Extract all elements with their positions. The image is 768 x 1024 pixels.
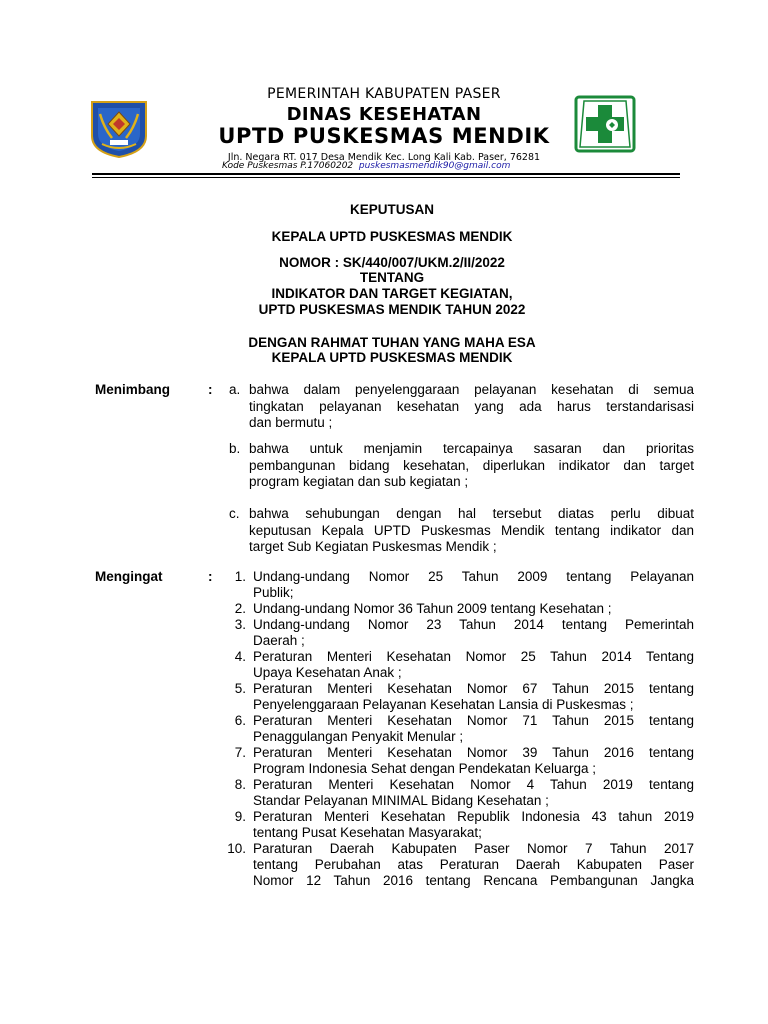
list-number: 9. bbox=[234, 809, 246, 824]
text-line: program kegiatan dan sub kegiatan ; bbox=[249, 474, 469, 489]
list-number: 8. bbox=[234, 777, 246, 792]
text-line: Penaggulangan Penyakit Menular ; bbox=[253, 729, 464, 744]
mengingat-item-8 bbox=[253, 777, 694, 809]
mengingat-colon: : bbox=[208, 569, 213, 584]
mengingat-item-2 bbox=[253, 601, 694, 617]
text-line: Daerah ; bbox=[253, 633, 305, 648]
document-type: KEPUTUSAN bbox=[349, 202, 434, 217]
list-number: 4. bbox=[234, 649, 246, 664]
menimbang-marker-a: a. bbox=[229, 382, 241, 397]
menimbang-marker-b: b. bbox=[229, 441, 241, 456]
puskesmas-code: Kode Puskesmas P.17060202 bbox=[222, 161, 354, 171]
document-number: NOMOR : SK/440/007/UKM.2/II/2022 bbox=[279, 255, 505, 270]
text-line: Undang-undang Nomor 23 Tahun 2014 tentang Pemerintah bbox=[253, 617, 694, 632]
mengingat-item-7 bbox=[253, 745, 694, 777]
text-line: pembangunan bidang kesehatan, diperlukan indikator dan target bbox=[249, 457, 694, 473]
list-number: 2. bbox=[234, 601, 246, 616]
document-subject-line2: UPTD PUSKESMAS MENDIK TAHUN 2022 bbox=[258, 302, 526, 317]
text-line: Paraturan Daerah Kabupaten Paser Nomor 7 Tahun 2017 bbox=[253, 841, 694, 856]
document-issuer: KEPALA UPTD PUSKESMAS MENDIK bbox=[271, 229, 513, 244]
letterhead-contact bbox=[222, 161, 510, 171]
text-line: Program Indonesia Sehat dengan Pendekatan Keluarga ; bbox=[253, 761, 596, 776]
text-line: Peraturan Menteri Kesehatan Nomor 25 Tahun 2014 Tentang bbox=[253, 649, 694, 664]
mengingat-item-9 bbox=[253, 809, 694, 841]
text-line: Peraturan Menteri Kesehatan Nomor 39 Tahun 2016 tentang bbox=[253, 745, 694, 760]
text-line: Peraturan Menteri Kesehatan Nomor 71 Tahun 2015 tentang bbox=[253, 713, 694, 728]
document-subject-line1: INDIKATOR DAN TARGET KEGIATAN, bbox=[271, 286, 513, 301]
text-line: Peraturan Menteri Kesehatan Nomor 4 Tahun 2019 tentang bbox=[253, 777, 694, 792]
list-number: 7. bbox=[234, 745, 246, 760]
document-about: TENTANG bbox=[359, 270, 425, 285]
blessing-line2: KEPALA UPTD PUSKESMAS MENDIK bbox=[271, 350, 513, 365]
mengingat-item-4 bbox=[253, 649, 694, 681]
blessing-line1: DENGAN RAHMAT TUHAN YANG MAHA ESA bbox=[248, 335, 536, 350]
list-number: 3. bbox=[234, 617, 246, 632]
text-line: Publik; bbox=[253, 585, 294, 600]
text-line: Peraturan Menteri Kesehatan Republik Indonesia 43 tahun 2019 bbox=[253, 809, 694, 824]
text-line: tentang Pusat Kesehatan Masyarakat; bbox=[253, 825, 482, 840]
text-line: dan bermutu ; bbox=[249, 415, 333, 430]
text-line: target Sub Kegiatan Puskesmas Mendik ; bbox=[249, 539, 497, 554]
mengingat-item-5 bbox=[253, 681, 694, 713]
mengingat-item-1 bbox=[253, 569, 694, 601]
letterhead-agency: DINAS KESEHATAN bbox=[286, 104, 482, 125]
text-line: Nomor 12 Tahun 2016 tentang Rencana Pembangunan Jangka bbox=[253, 873, 694, 888]
mengingat-item-6 bbox=[253, 713, 694, 745]
text-line: Penyelenggaraan Pelayanan Kesehatan Lansia di Puskesmas ; bbox=[253, 697, 634, 712]
letterhead-institution: UPTD PUSKESMAS MENDIK bbox=[218, 124, 550, 148]
letterhead-rule-thick bbox=[92, 173, 680, 175]
menimbang-label: Menimbang bbox=[95, 382, 171, 397]
text-line: Undang-undang Nomor 25 Tahun 2009 tentang Pelayanan bbox=[253, 569, 694, 584]
letterhead-rule-thin bbox=[92, 177, 680, 178]
text-line: bahwa sehubungan dengan hal tersebut diatas perlu dibuat bbox=[249, 506, 694, 521]
text-line: tentang Perubahan atas Peraturan Daerah Kabupaten Paser bbox=[253, 857, 694, 872]
menimbang-marker-c: c. bbox=[229, 506, 240, 521]
list-number: 1. bbox=[234, 569, 246, 584]
menimbang-item-a bbox=[249, 382, 694, 432]
text-line: bahwa dalam penyelenggaraan pelayanan kesehatan di semua bbox=[249, 382, 694, 397]
text-line: tingkatan pelayanan kesehatan yang ada harus terstandarisasi bbox=[249, 398, 694, 414]
text-line: bahwa untuk menjamin tercapainya sasaran dan prioritas bbox=[249, 441, 694, 456]
mengingat-item-3 bbox=[253, 617, 694, 649]
menimbang-item-c bbox=[249, 506, 694, 556]
letterhead-address: Jln. Negara RT. 017 Desa Mendik Kec. Long Kali Kab. Paser, 76281 bbox=[227, 152, 541, 163]
text-line: Undang-undang Nomor 36 Tahun 2009 tentang Kesehatan ; bbox=[253, 601, 612, 616]
menimbang-item-b bbox=[249, 441, 694, 491]
list-number: 6. bbox=[234, 713, 246, 728]
email-address: puskesmasmendik90@gmail.com bbox=[358, 161, 511, 171]
text-line: Upaya Kesehatan Anak ; bbox=[253, 665, 402, 680]
mengingat-label: Mengingat bbox=[95, 569, 163, 584]
mengingat-item-10 bbox=[253, 841, 694, 889]
menimbang-colon: : bbox=[208, 382, 213, 397]
text-line: Standar Pelayanan MINIMAL Bidang Kesehatan ; bbox=[253, 793, 549, 808]
list-number: 10. bbox=[227, 841, 246, 856]
text-line: keputusan Kepala UPTD Puskesmas Mendik tentang indikator dan bbox=[249, 522, 694, 538]
list-number: 5. bbox=[234, 681, 246, 696]
letterhead-government: PEMERINTAH KABUPATEN PASER bbox=[267, 86, 501, 102]
text-line: Peraturan Menteri Kesehatan Nomor 67 Tahun 2015 tentang bbox=[253, 681, 694, 696]
